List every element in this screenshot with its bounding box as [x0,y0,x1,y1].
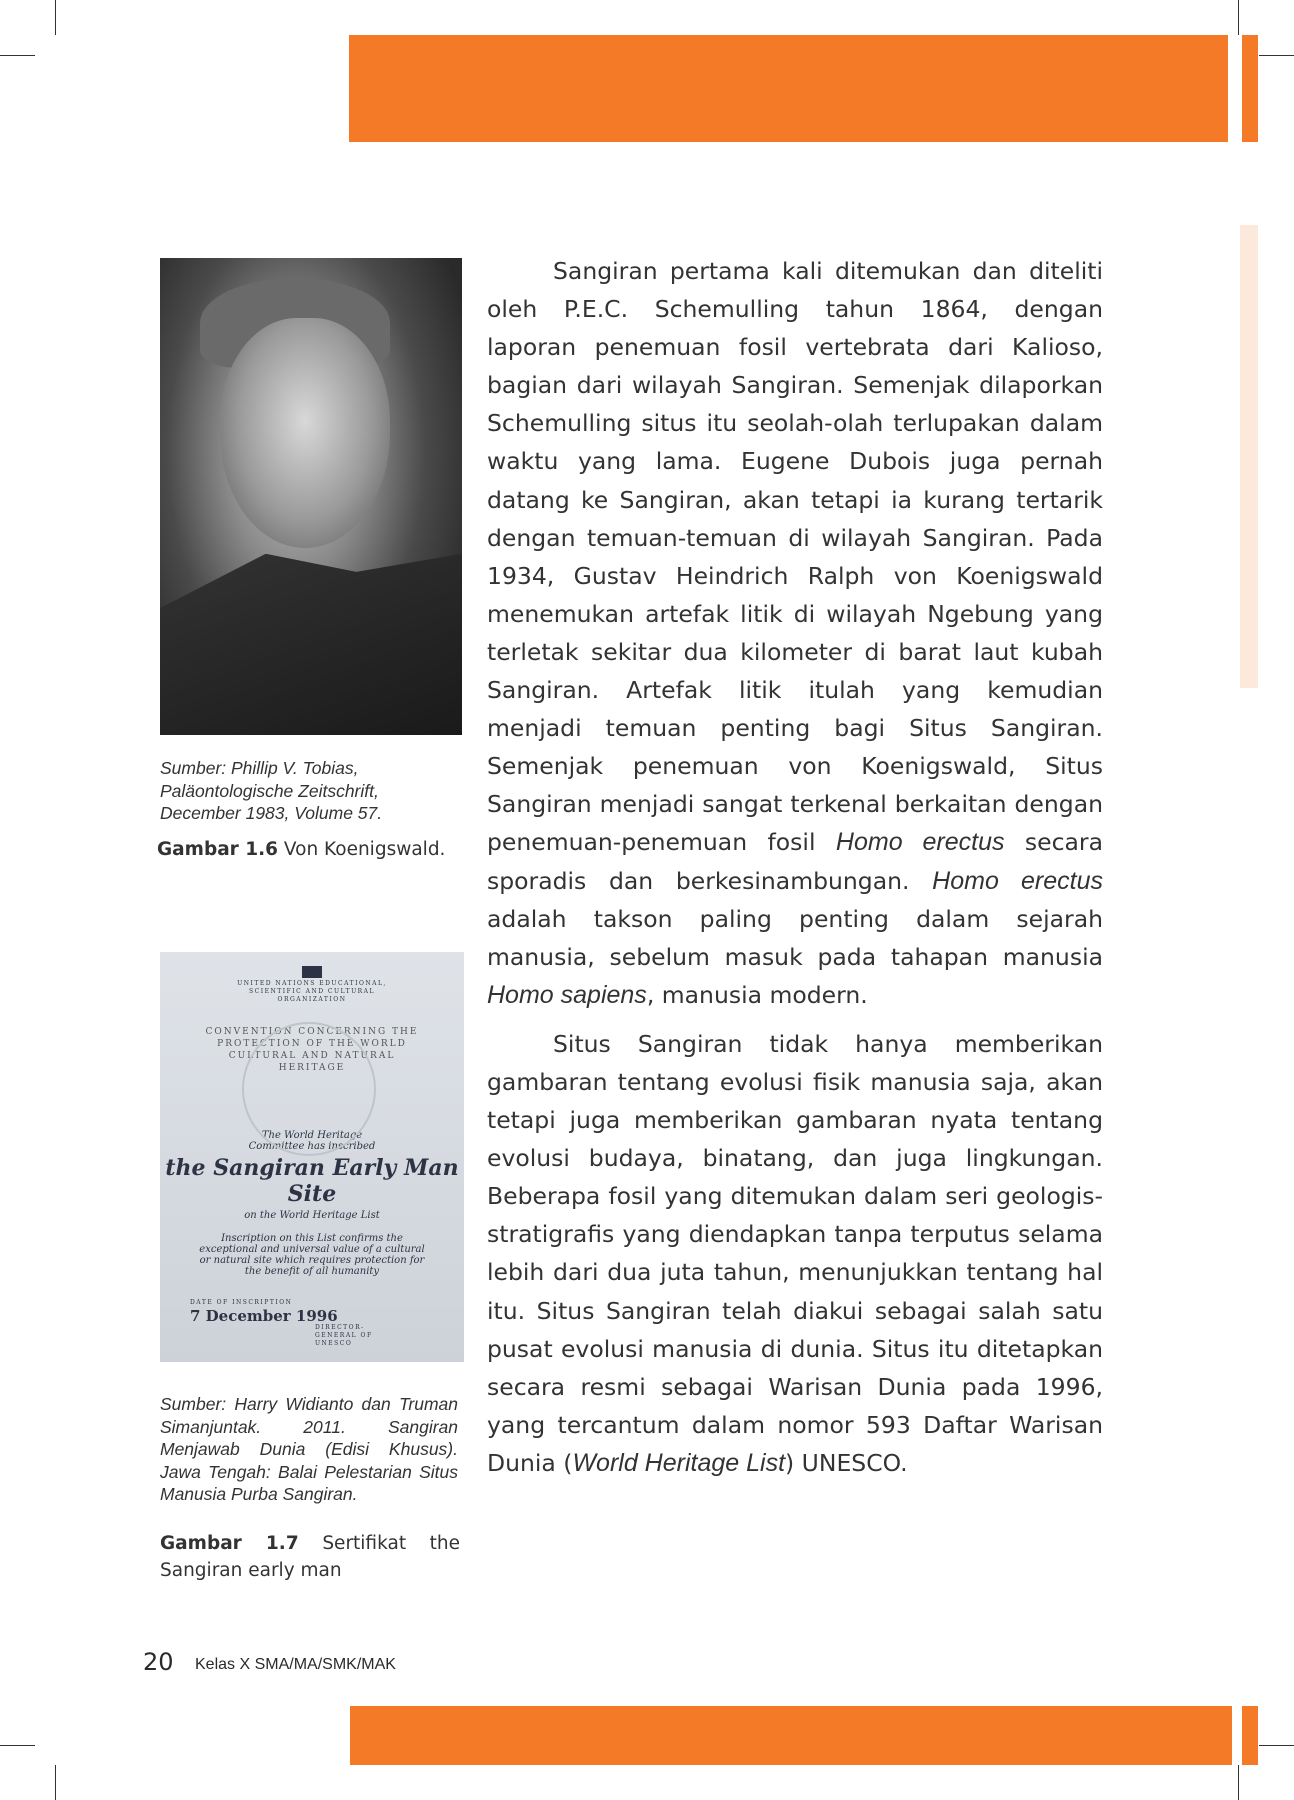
crop-mark [55,0,56,35]
cert-signatory: DIRECTOR-GENERAL OF UNESCO [315,1324,373,1347]
cert-org: UNITED NATIONS EDUCATIONAL, SCIENTIFIC AND CULTURAL ORGANIZATION [237,980,387,1003]
term-homo-sapiens: Homo sapiens [487,980,647,1009]
footer-band-tab [1242,1706,1258,1765]
text: ) UNESCO. [785,1448,908,1477]
crop-mark [1238,0,1239,35]
text: Sangiran pertama kali ditemukan dan diteliti oleh P.E.C. Schemulling tahun 1864, dengan laporan penemuan fosil vertebrata dari Kalioso, bagian dari wilayah Sangiran. Semenjak dilaporkan Schemulling situs itu seolah-olah terlupakan dalam waktu yang lama. Eugene Dubois juga pernah datang ke Sangiran, akan tetapi ia kurang tertarik dengan temuan-temuan di wilayah Sangiran. Pada 1934, Gustav Heindrich Ralph von Koenigswald menemukan artefak litik di wilayah Ngebung yang terletak sekitar dua kilometer di barat laut kubah Sangiran. Artefak litik itulah yang kemudian menjadi temuan penting bagi Situs Sangiran. Semenjak penemuan von Koenigswald, Situs Sangiran menjadi sangat terkenal berkaitan dengan penemuan-penemuan fosil [487,257,1103,857]
header-band-tab [1242,35,1258,142]
koenigswald-photo [160,258,462,735]
world-heritage-emblem [242,1022,376,1156]
crop-mark [55,1765,56,1800]
text: Situs Sangiran tidak hanya memberikan gambaran tentang evolusi fisik manusia saja, akan tetapi juga memberikan gambaran nyata tentang evolusi budaya, binatang, dan juga lingkungan. Beberapa fosil yang ditemukan dalam seri geologis-stratigrafis yang diendapkan tanpa terputus selama lebih dari dua juta tahun, menunjukkan tentang hal itu. Situs Sangiran telah diakui sebagai salah satu pusat evolusi manusia di dunia. Situs itu ditetapkan secara resmi sebagai Warisan Dunia pada 1996, yang tercantum dalam nomor 593 Daftar Warisan Dunia ( [487,1029,1103,1477]
term-world-heritage-list: World Heritage List [572,1448,786,1477]
page-number: 20 [143,1648,174,1676]
figure1-caption-text: Von Koenigswald. [283,839,446,860]
text: , manusia modern. [646,980,868,1009]
side-strip [1240,225,1258,688]
text: adalah takson paling penting dalam sejarah manusia, sebelum masuk pada tahapan manusia [487,904,1103,971]
term-homo-erectus: Homo erectus [835,828,1005,857]
figure2-caption-text: Sertifikat the Sangiran early man [160,1533,461,1581]
figure1-caption [157,836,445,863]
figure2-caption [160,1530,460,1584]
figure2-label: Gambar 1.7 [160,1533,299,1554]
unesco-logo [302,966,322,978]
cert-site: the Sangiran Early Man Site [165,1155,459,1207]
cert-list: on the World Heritage List [244,1210,380,1221]
crop-mark [1259,1745,1294,1746]
term-homo-erectus: Homo erectus [932,866,1103,895]
figure2-source: Sumber: Harry Widianto dan Truman Simanjuntak. 2011. Sangiran Menjawab Dunia (Edisi Khusus). Jawa Tengah: Balai Pelestarian Situs Manusia Purba Sangiran. [160,1394,458,1504]
footer-band [350,1706,1232,1765]
header-band [349,35,1228,142]
figure1-label: Gambar 1.6 [157,839,279,860]
text: secara sporadis dan berkesinambungan. [487,828,1103,895]
paragraph-2 [487,1025,1103,1482]
crop-mark [0,55,35,56]
heritage-certificate-photo [160,952,464,1362]
paragraph-1 [487,252,1103,1014]
figure1-source: Sumber: Phillip V. Tobias, Paläontologische Zeitschrift, December 1983, Volume 57. [160,758,383,823]
body-text [487,252,1103,1482]
cert-statement: Inscription on this List confirms the exceptional and universal value of a cultural or natural site which requires protection for the benefit of all humanity [199,1233,425,1277]
cert-date-label: DATE OF INSCRIPTION [190,1299,293,1306]
crop-mark [0,1745,35,1746]
cert-date: 7 December 1996 [190,1307,338,1325]
crop-mark [1259,55,1294,56]
crop-mark [1238,1765,1239,1800]
book-title: Kelas X SMA/MA/SMK/MAK [195,1656,396,1673]
cert-committee: The World Heritage Committee has inscribed [248,1130,376,1152]
cert-convention: CONVENTION CONCERNING THE PROTECTION OF THE WORLD CULTURAL AND NATURAL HERITAGE [205,1027,419,1073]
